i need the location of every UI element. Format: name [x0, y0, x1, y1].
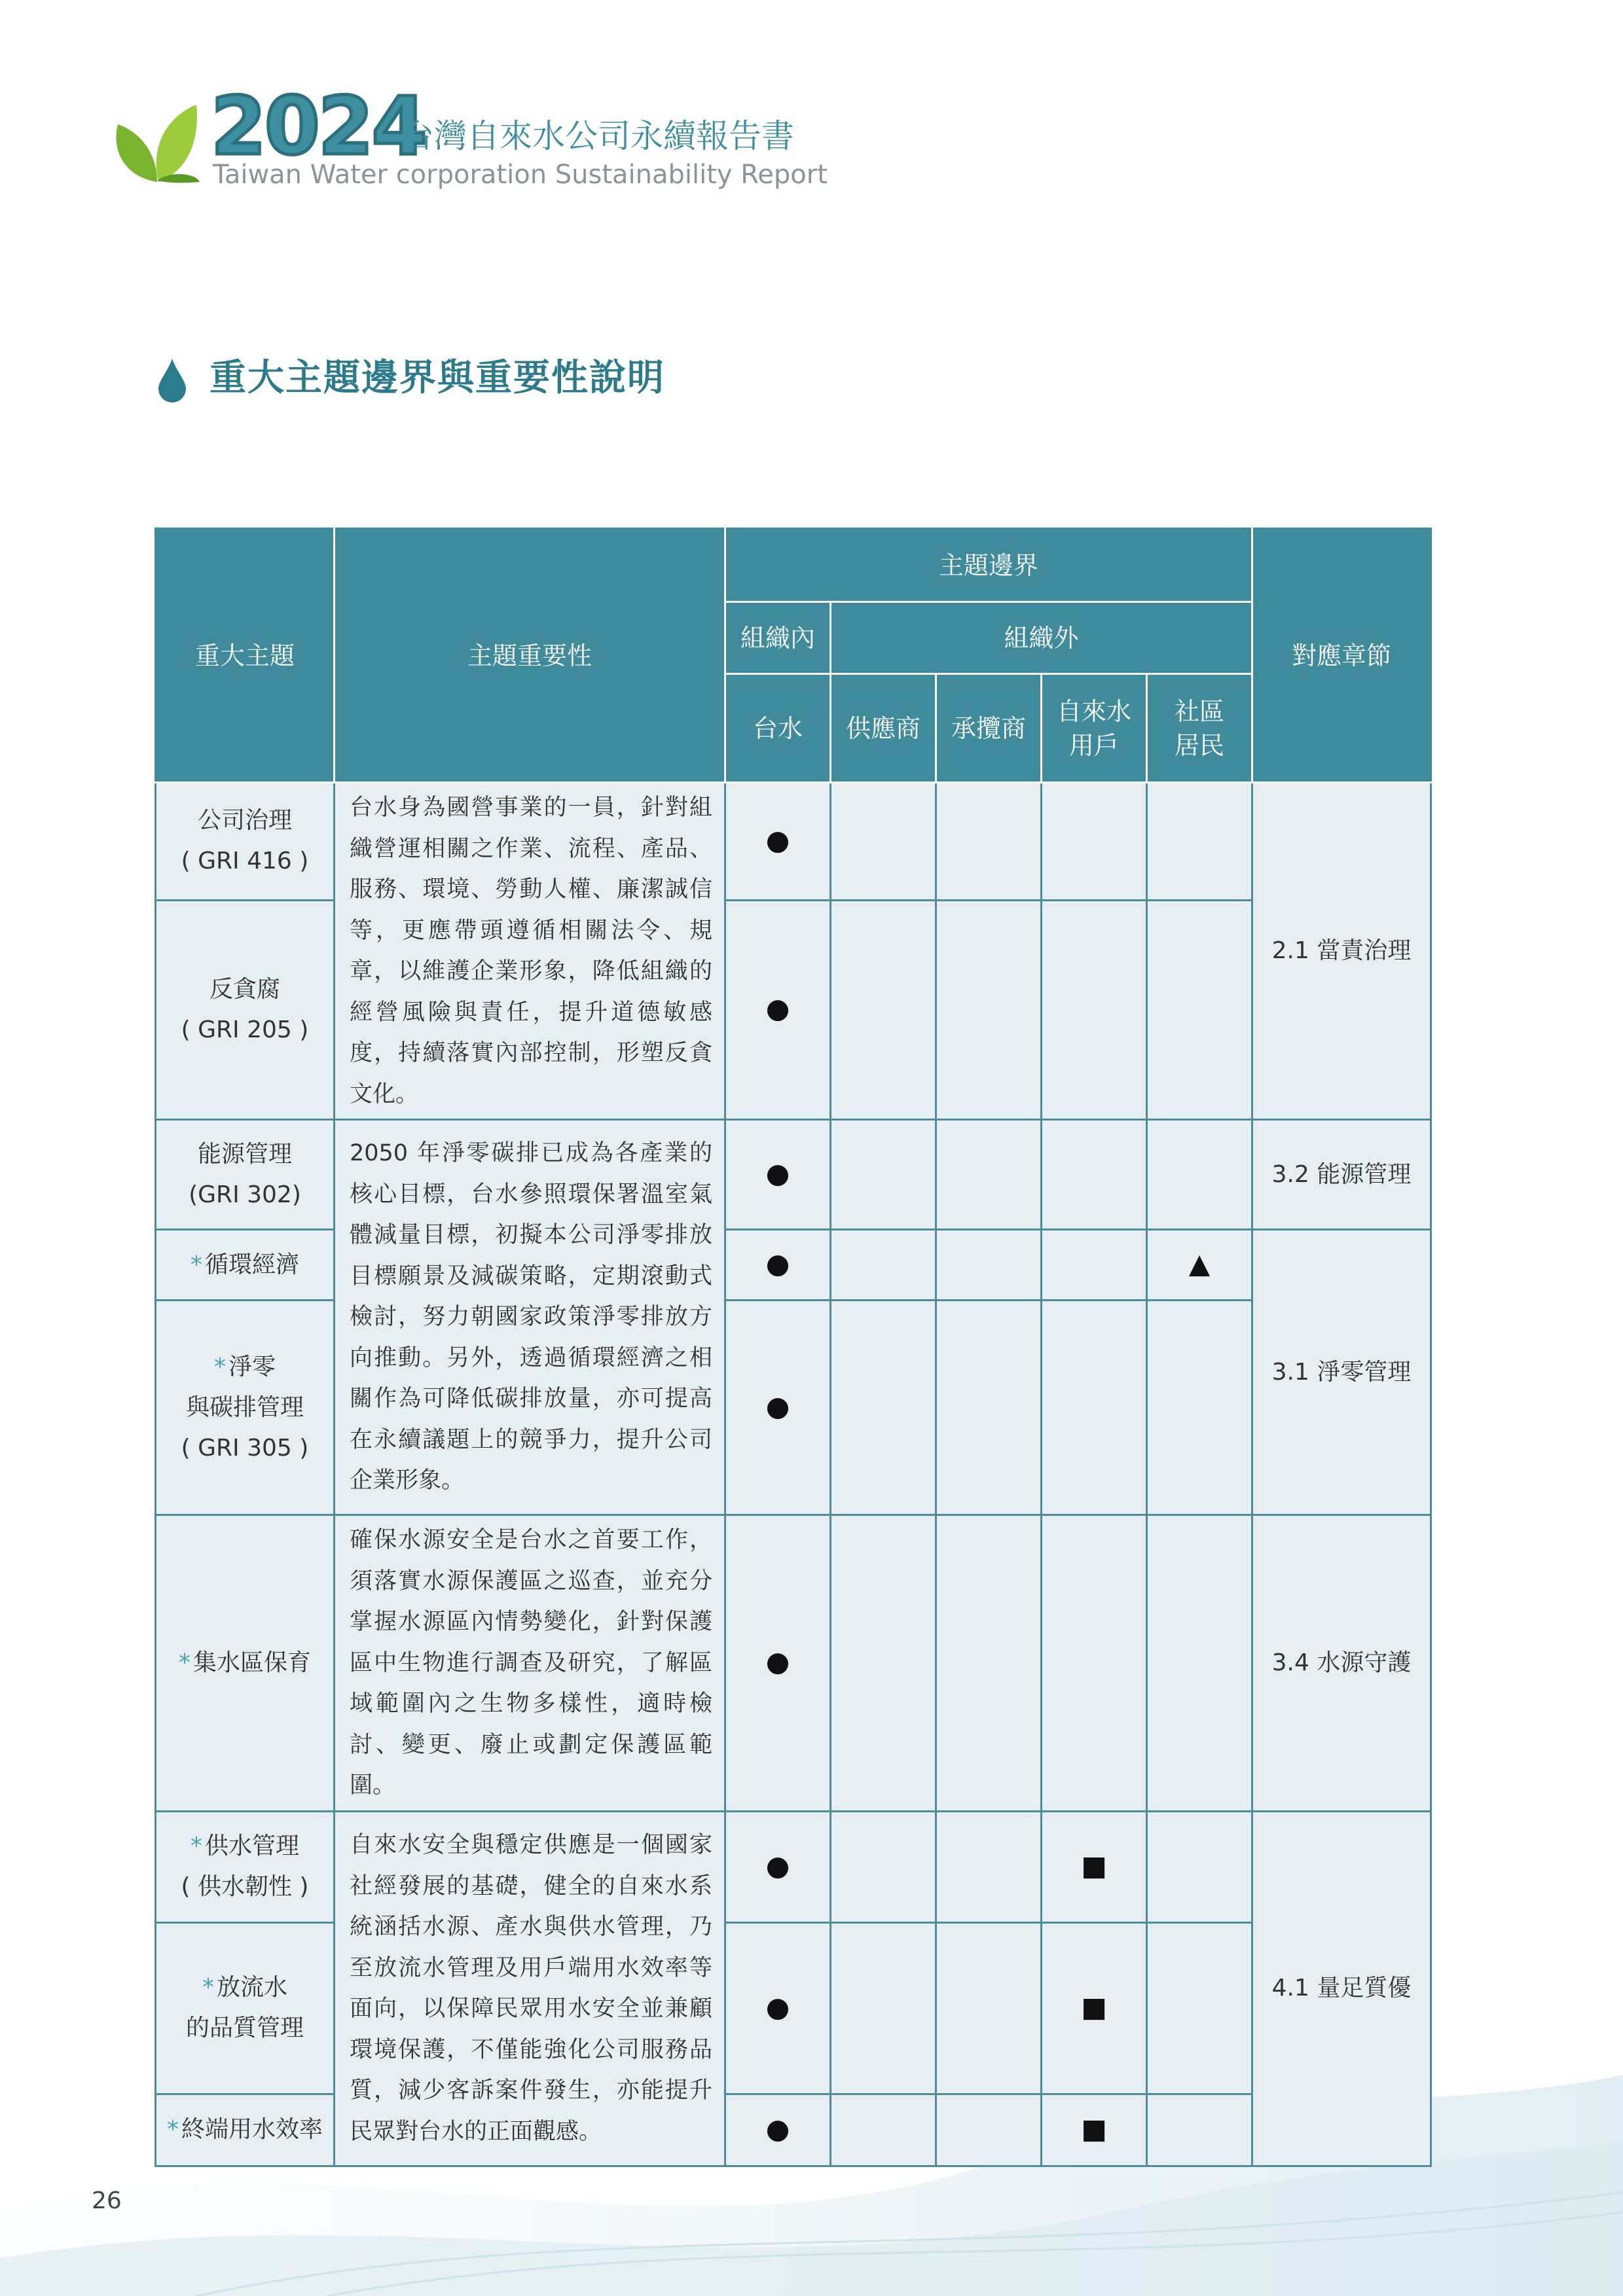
mark-cell	[831, 1515, 936, 1812]
mark-cell	[831, 1230, 936, 1300]
topic-name: 集水區保育	[192, 1649, 311, 1676]
mark-cell	[725, 1300, 831, 1515]
mark-cell	[936, 1515, 1042, 1812]
report-title-english: Taiwan Water corporation Sustainability Report	[213, 160, 828, 190]
mark-cell	[1042, 2094, 1147, 2166]
chapter-cell: 3.4 水源守護	[1252, 1515, 1431, 1812]
topic-name: 淨零	[228, 1353, 276, 1380]
importance-text: 確保水源安全是台水之首要工作，須落實水源保護區之巡查，並充分掌握水源區內情勢變化，針對保護區中生物進行調查及研究，了解區域範圍內之生物多樣性，適時檢討、變更、廢止或劃定保護區範圍。	[335, 1515, 725, 1812]
mark-cell	[1042, 1120, 1147, 1230]
report-header	[111, 79, 897, 196]
mark-cell	[1147, 1230, 1252, 1300]
topic-gri: (GRI 302)	[189, 1181, 301, 1208]
header-col-water-users	[1042, 674, 1147, 783]
importance-text: 2050 年淨零碳排已成為各產業的核心目標，台水參照環保署溫室氣體減量目標，初擬本公司淨零排放目標願景及減碳策略，定期滾動式檢討，努力朝國家政策淨零排放方向推動。另外，透過循環經濟之相關作為可降低碳排放量，亦可提高在永續議題上的競爭力，提升公司企業形象。	[335, 1120, 725, 1515]
mark-cell	[725, 2094, 831, 2166]
mark-cell	[936, 1120, 1042, 1230]
topic-name: 能源管理	[197, 1140, 292, 1168]
asterisk-marker: *	[166, 2116, 179, 2143]
report-year: 2024	[211, 80, 426, 173]
boundary-mark: ●	[765, 2112, 790, 2145]
topic-gri: ( GRI 416 )	[181, 848, 309, 875]
mark-cell	[1147, 1515, 1252, 1812]
material-topics-table	[155, 528, 1432, 2167]
mark-cell	[1042, 1300, 1147, 1515]
water-drop-icon	[156, 357, 189, 403]
topic-name: 終端用水效率	[181, 2116, 323, 2143]
mark-cell	[725, 1811, 831, 1922]
report-title-chinese: 台灣自來水公司永續報告書	[401, 117, 794, 155]
topic-name-line2: 的品質管理	[185, 2015, 304, 2041]
topic-name: 供水管理	[204, 1833, 299, 1859]
chapter-cell: 2.1 當責治理	[1252, 783, 1431, 1120]
asterisk-marker: *	[202, 1974, 214, 2001]
mark-cell	[1042, 783, 1147, 901]
boundary-mark: ●	[765, 1990, 790, 2023]
header-col-taiwan-water: 台水	[725, 674, 831, 783]
importance-text: 自來水安全與穩定供應是一個國家社經發展的基礎，健全的自來水系統涵括水源、產水與供水管理，乃至放流水管理及用戶端用水效率等面向，以保障民眾用水安全並兼顧環境保護，不僅能強化公司服務品質，減少客訴案件發生，亦能提升民眾對台水的正面觀感。	[335, 1811, 725, 2166]
mark-cell	[831, 1300, 936, 1515]
header-outside-org: 組織外	[831, 602, 1252, 674]
boundary-mark: ■	[1081, 1849, 1107, 1882]
mark-cell	[831, 783, 936, 901]
mark-cell	[1042, 1811, 1147, 1922]
topic-cell	[156, 900, 335, 1120]
chapter-cell: 4.1 量足質優	[1252, 1811, 1431, 2166]
mark-cell	[725, 1120, 831, 1230]
table-row	[156, 783, 1431, 901]
topic-cell	[156, 1811, 335, 1922]
importance-text: 台水身為國營事業的一員，針對組織營運相關之作業、流程、產品、服務、環境、勞動人權、廉潔誠信等，更應帶頭遵循相關法令、規章，以維護企業形象，降低組織的經營風險與責任，提升道德敏感度，持續落實內部控制，形塑反貪文化。	[335, 783, 725, 1120]
boundary-mark: ●	[765, 1157, 790, 1189]
topic-cell	[156, 1300, 335, 1515]
leaf-logo-icon	[111, 98, 200, 183]
topic-name-line2: 與碳排管理	[185, 1393, 304, 1421]
topic-cell	[156, 1120, 335, 1230]
header-col-community-label: 社區 居民	[1175, 696, 1225, 760]
mark-cell	[936, 900, 1042, 1120]
topic-cell	[156, 1922, 335, 2094]
mark-cell	[725, 900, 831, 1120]
topic-name: 放流水	[216, 1974, 287, 2001]
mark-cell	[936, 783, 1042, 901]
topic-gri: ( GRI 305 )	[181, 1434, 309, 1462]
mark-cell	[831, 1922, 936, 2094]
mark-cell	[1147, 1811, 1252, 1922]
topic-cell	[156, 2094, 335, 2166]
table-row	[156, 1811, 1431, 1922]
topic-cell	[156, 1515, 335, 1812]
mark-cell	[831, 900, 936, 1120]
mark-cell	[936, 1922, 1042, 2094]
header-chapter: 對應章節	[1252, 529, 1431, 783]
boundary-mark: ●	[765, 1645, 790, 1678]
asterisk-marker: *	[190, 1251, 202, 1278]
mark-cell	[1042, 1515, 1147, 1812]
asterisk-marker: *	[213, 1353, 226, 1380]
mark-cell	[725, 1922, 831, 2094]
mark-cell	[725, 1515, 831, 1812]
mark-cell	[1147, 2094, 1252, 2166]
mark-cell	[831, 1811, 936, 1922]
mark-cell	[1042, 1230, 1147, 1300]
table-row	[156, 1120, 1431, 1230]
header-col-community	[1147, 674, 1252, 783]
header-boundary: 主題邊界	[725, 529, 1252, 602]
mark-cell	[1147, 1300, 1252, 1515]
mark-cell	[936, 2094, 1042, 2166]
boundary-mark: ■	[1081, 2112, 1107, 2145]
topic-name: 反貪腐	[209, 975, 280, 1003]
chapter-cell: 3.1 淨零管理	[1252, 1230, 1431, 1515]
boundary-mark: ▲	[1188, 1247, 1211, 1280]
header-col-water-users-label: 自來水 用戶	[1056, 696, 1131, 760]
header-col-contractors: 承攬商	[936, 674, 1042, 783]
mark-cell	[1042, 1922, 1147, 2094]
topic-gri: ( 供水韌性 )	[181, 1873, 309, 1900]
mark-cell	[831, 1120, 936, 1230]
topic-name: 公司治理	[197, 807, 292, 834]
mark-cell	[1147, 1120, 1252, 1230]
boundary-mark: ●	[765, 1390, 790, 1422]
boundary-mark: ●	[765, 1247, 790, 1280]
mark-cell	[1147, 900, 1252, 1120]
mark-cell	[1042, 900, 1147, 1120]
chapter-cell: 3.2 能源管理	[1252, 1120, 1431, 1230]
header-inside-org: 組織內	[725, 602, 831, 674]
mark-cell	[725, 783, 831, 901]
mark-cell	[725, 1230, 831, 1300]
mark-cell	[936, 1811, 1042, 1922]
mark-cell	[1147, 1922, 1252, 2094]
header-importance: 主題重要性	[335, 529, 725, 783]
topic-name: 循環經濟	[204, 1251, 299, 1278]
boundary-mark: ●	[765, 823, 790, 856]
topic-cell	[156, 1230, 335, 1300]
page-number: 26	[92, 2187, 122, 2214]
boundary-mark: ●	[765, 1849, 790, 1882]
topic-cell	[156, 783, 335, 901]
mark-cell	[831, 2094, 936, 2166]
mark-cell	[936, 1230, 1042, 1300]
asterisk-marker: *	[190, 1833, 202, 1859]
boundary-mark: ●	[765, 992, 790, 1025]
mark-cell	[1147, 783, 1252, 901]
topic-gri: ( GRI 205 )	[181, 1016, 309, 1043]
header-topic: 重大主題	[156, 529, 335, 783]
boundary-mark: ■	[1081, 1990, 1107, 2023]
mark-cell	[936, 1300, 1042, 1515]
section-title: 重大主題邊界與重要性說明	[210, 357, 665, 399]
header-col-suppliers: 供應商	[831, 674, 936, 783]
asterisk-marker: *	[178, 1649, 191, 1676]
table-row	[156, 1515, 1431, 1812]
